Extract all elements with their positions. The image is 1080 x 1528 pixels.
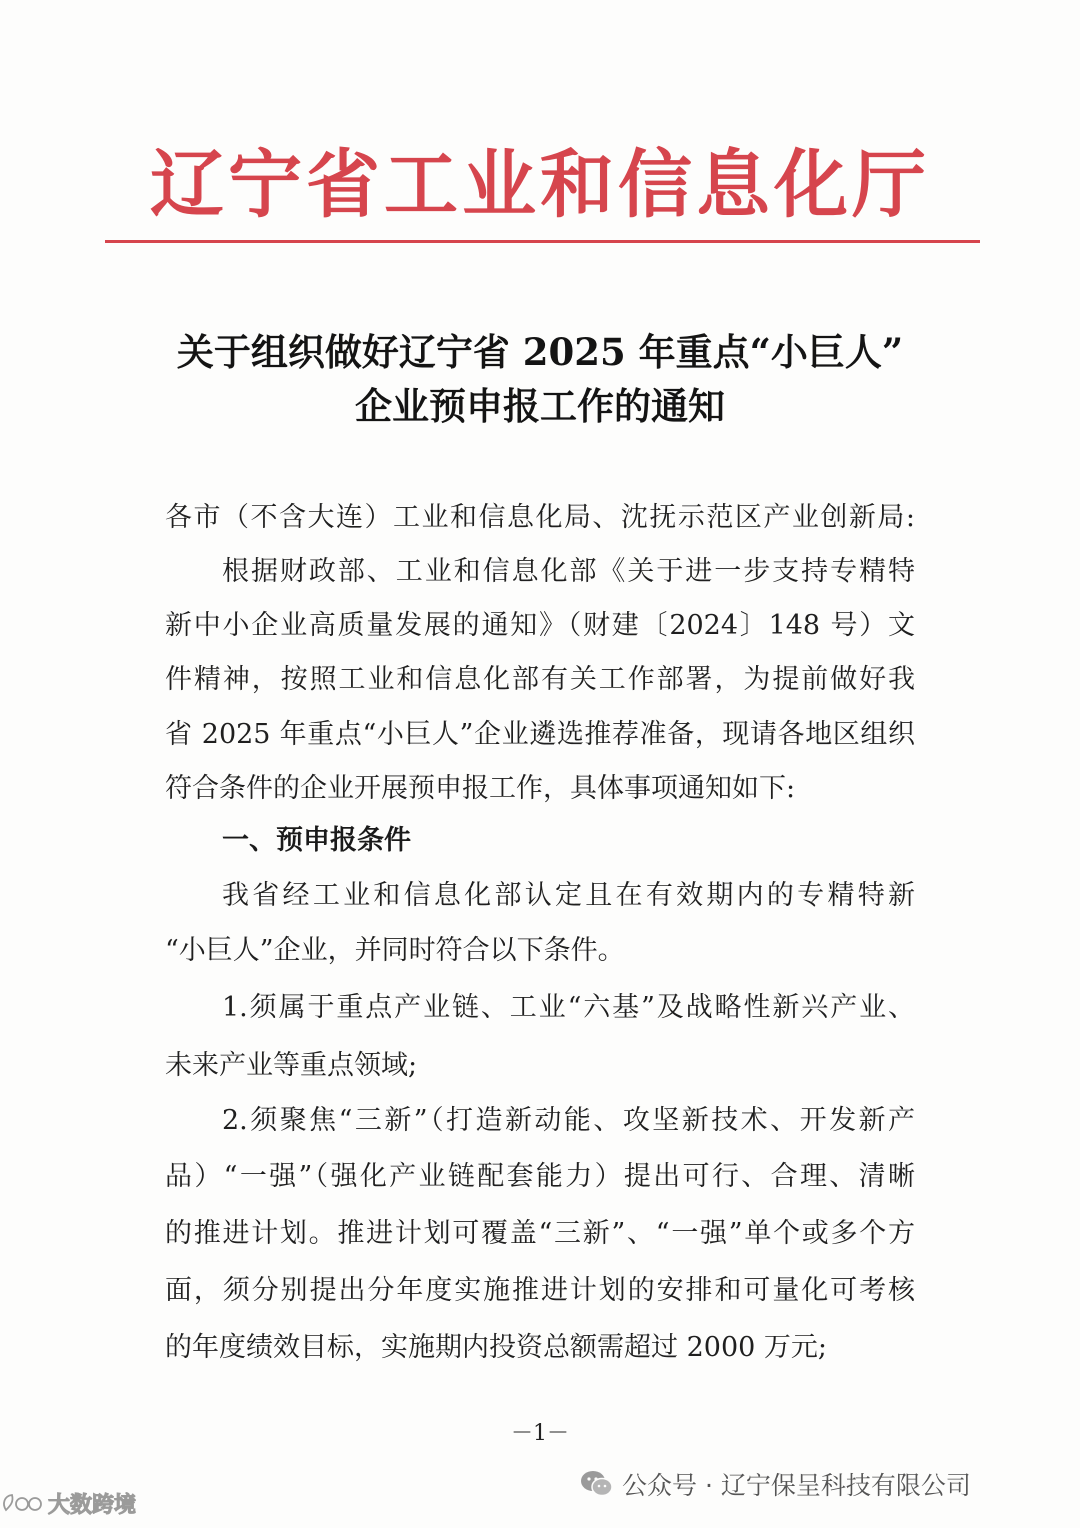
section-heading-conditions: 一、预申报条件 <box>222 825 411 856</box>
condition-1-line: 未来产业等重点领域; <box>165 1050 418 1081</box>
watermark-logo-icon <box>0 1490 44 1516</box>
salutation-line: 各市（不含大连）工业和信息化局、沈抚示范区产业创新局: <box>165 502 915 533</box>
condition-2-line: 品）“一强”（强化产业链配套能力）提出可行、合理、清晰 <box>165 1161 915 1192</box>
corner-watermark-text: 大数跨境 <box>48 1492 137 1518</box>
condition-2-line: 的推进计划。推进计划可覆盖“三新”、“一强”单个或多个方 <box>165 1218 915 1249</box>
wechat-watermark-text: 公众号 · 辽宁保呈科技有限公司 <box>622 1471 971 1500</box>
body-line: 根据财政部、工业和信息化部《关于进一步支持专精特 <box>222 556 915 587</box>
body-line: 新中小企业高质量发展的通知》（财建〔2024〕148 号）文 <box>165 610 915 641</box>
condition-2-line: 2.须聚焦“三新”（打造新动能、攻坚新技术、开发新产 <box>222 1105 915 1136</box>
body-line: 省 2025 年重点“小巨人”企业遴选推荐准备，现请各地区组织 <box>165 719 915 750</box>
condition-2-line: 的年度绩效目标，实施期内投资总额需超过 2000 万元; <box>165 1332 827 1363</box>
agency-masthead: 辽宁省工业和信息化厅 <box>150 142 930 228</box>
red-header-rule <box>105 240 980 243</box>
body-line: “小巨人”企业，并同时符合以下条件。 <box>165 935 625 966</box>
condition-2-line: 面，须分别提出分年度实施推进计划的安排和可量化可考核 <box>165 1275 915 1306</box>
document-title-line-2: 企业预申报工作的通知 <box>355 384 725 428</box>
condition-1-line: 1.须属于重点产业链、工业“六基”及战略性新兴产业、 <box>222 992 915 1023</box>
wechat-icon <box>580 1469 614 1499</box>
page-number: －1－ <box>511 1421 569 1446</box>
body-line: 我省经工业和信息化部认定且在有效期内的专精特新 <box>222 880 915 911</box>
body-line: 件精神，按照工业和信息化部有关工作部署，为提前做好我 <box>165 664 915 695</box>
document-title-line-1: 关于组织做好辽宁省 2025 年重点“小巨人” <box>176 330 904 374</box>
corner-watermark <box>0 1488 136 1518</box>
wechat-account-watermark <box>580 1464 971 1504</box>
body-line: 符合条件的企业开展预申报工作，具体事项通知如下: <box>165 773 796 804</box>
